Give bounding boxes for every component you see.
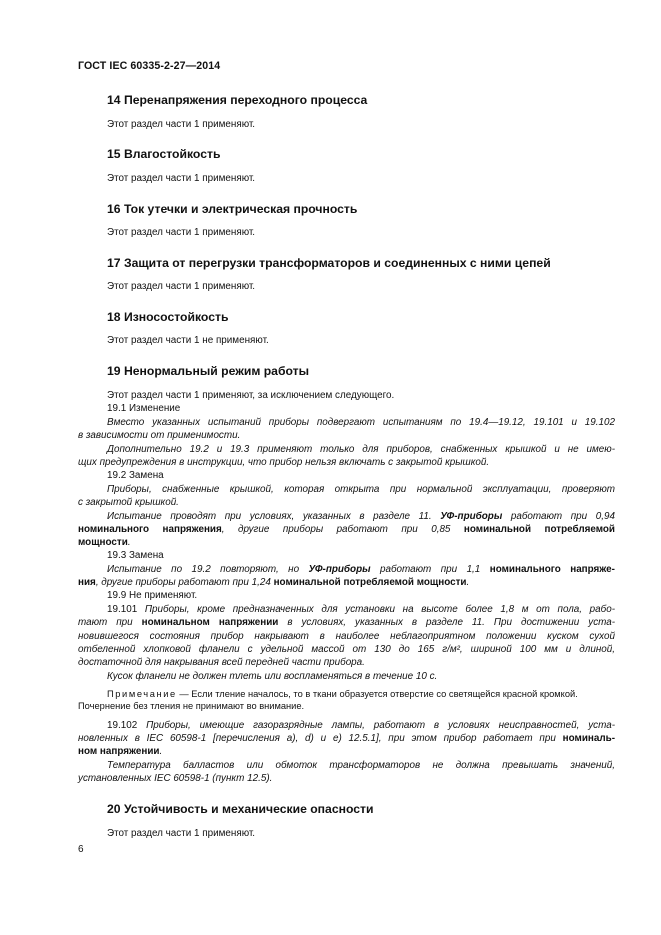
clause-19-2-para1-line1: Приборы, снабженные крышкой, которая открыта при нормальной эксплуатации, проверяют — [107, 484, 615, 495]
section-20-body: Этот раздел части 1 применяют. — [107, 828, 256, 839]
clause-19-2-label: 19.2 Замена — [107, 470, 164, 481]
clause-19-101-line3: новившегося состояния прибор накрывают в наиболее неблагоприятном положении куском сухой — [78, 631, 615, 642]
document-code-header: ГОСТ IEC 60335-2-27—2014 — [78, 60, 221, 72]
clause-19-1-para2-line1: Дополнительно 19.2 и 19.3 применяют только для приборов, снабженных крышкой и не имею- — [107, 444, 615, 455]
clause-19-101-line1: 19.101 Приборы, кроме предназначенных для установки на высоте более 1,8 м от пола, рабо- — [107, 604, 615, 615]
clause-19-1-label: 19.1 Изменение — [107, 403, 181, 414]
clause-19-2-para2-line1: Испытание проводят при условиях, указанных в разделе 11. УФ-приборы работают при 0,94 — [107, 511, 615, 522]
section-14-heading: 14 Перенапряжения переходного процесса — [107, 93, 368, 107]
section-14-body: Этот раздел части 1 применяют. — [107, 119, 256, 130]
clause-19-9: 19.9 Не применяют. — [107, 590, 198, 601]
clause-19-102-line2: новленных в IEC 60598-1 [перечисления a), d) и e) 12.5.1], при этом прибор работает при номиналь- — [78, 733, 616, 744]
clause-19-102-line4: Температура балластов или обмоток трансформаторов не должна превышать значений, — [107, 760, 615, 771]
section-16-heading: 16 Ток утечки и электрическая прочность — [107, 202, 358, 216]
clause-19-101-line6: Кусок фланели не должен тлеть или воспламеняться в течение 10 с. — [107, 671, 438, 682]
section-17-body: Этот раздел части 1 применяют. — [107, 281, 256, 292]
section-18-body: Этот раздел части 1 не применяют. — [107, 335, 269, 346]
note-line2: Почернение без тления не принимают во внимание. — [78, 701, 305, 711]
section-17-heading: 17 Защита от перегрузки трансформаторов и соединенных с ними цепей — [107, 256, 551, 270]
clause-19-101-line4: отбеленной хлопковой фланели с удельной массой от 130 до 165 г/м², шириной 100 мм и длиной, — [78, 644, 615, 655]
clause-19-1-para1-line2: в зависимости от применимости. — [78, 430, 241, 441]
section-16-body: Этот раздел части 1 применяют. — [107, 227, 256, 238]
section-19-intro: Этот раздел части 1 применяют, за исключением следующего. — [107, 390, 395, 401]
clause-19-2-para2-line3: мощности. — [78, 537, 131, 548]
clause-19-1-para1-line1: Вместо указанных испытаний приборы подвергают испытаниям по 19.4—19.12, 19.101 и 19.102 — [107, 417, 615, 428]
section-20-heading: 20 Устойчивость и механические опасности — [107, 802, 374, 816]
section-19-heading: 19 Ненормальный режим работы — [107, 364, 309, 378]
page-number: 6 — [78, 844, 84, 855]
section-15-body: Этот раздел части 1 применяют. — [107, 173, 256, 184]
clause-19-101-line5: достаточной для накрывания всей передней части прибора. — [78, 657, 365, 668]
clause-19-2-para1-line2: с закрытой крышкой. — [78, 497, 179, 508]
clause-19-101-line2: тают при номинальном напряжении в условиях, указанных в разделе 11. При достижении уста- — [78, 617, 616, 628]
clause-19-3-para-line1: Испытание по 19.2 повторяют, но УФ-приборы работают при 1,1 номинального напряже- — [107, 564, 615, 575]
clause-19-3-para-line2: ния, другие приборы работают при 1,24 номинальной потребляемой мощности. — [78, 577, 470, 588]
section-18-heading: 18 Износостойкость — [107, 310, 229, 324]
clause-19-3-label: 19.3 Замена — [107, 550, 164, 561]
clause-19-1-para2-line2: щих предупреждения в инструкции, что прибор нельзя включать с закрытой крышкой. — [78, 457, 490, 468]
clause-19-102-line1: 19.102 Приборы, имеющие газоразрядные лампы, работают в условиях неисправностей, уста- — [107, 720, 615, 731]
note-line1: Примечание — Если тление началось, то в ткани образуется отверстие со светящейся красной кромкой. — [107, 689, 578, 699]
clause-19-102-line5: установленных IEC 60598-1 (пункт 12.5). — [78, 773, 273, 784]
section-15-heading: 15 Влагостойкость — [107, 147, 221, 161]
clause-19-2-para2-line2: номинального напряжения, другие приборы работают при 0,85 номинальной потребляемой — [78, 524, 615, 535]
note-label: Примечание — [107, 689, 177, 699]
clause-19-102-line3: ном напряжении. — [78, 746, 163, 757]
